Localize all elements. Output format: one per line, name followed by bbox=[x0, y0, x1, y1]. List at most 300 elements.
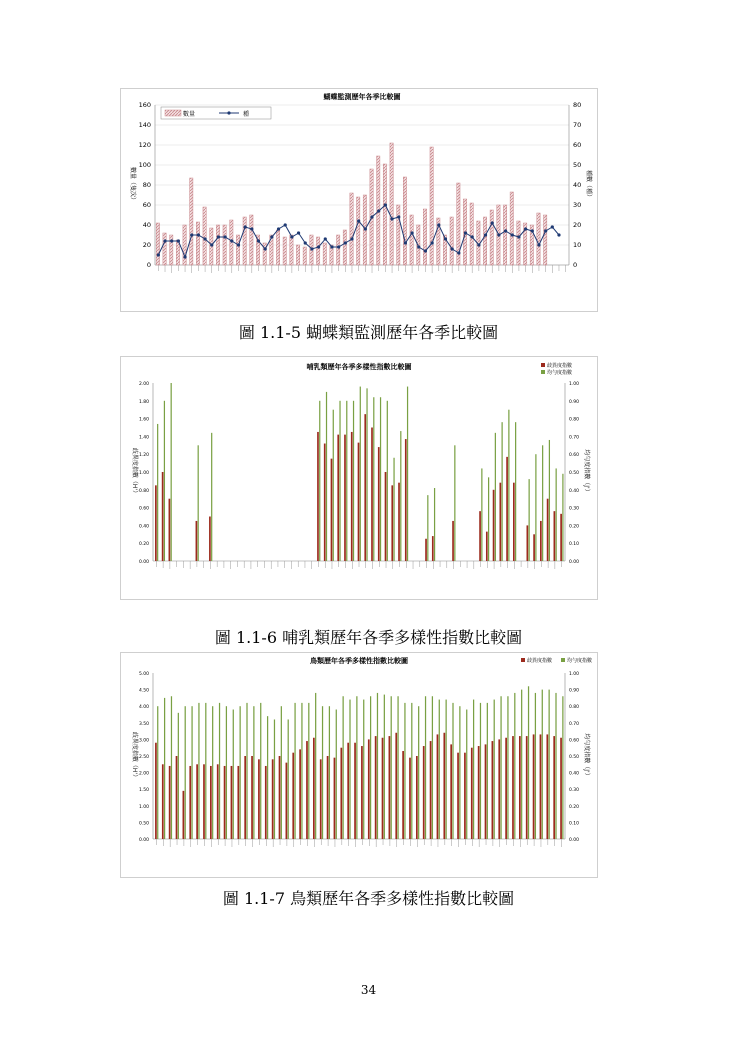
y-tick-label-right: 10 bbox=[573, 241, 582, 249]
bar-quantity bbox=[156, 223, 159, 265]
bar-evenness bbox=[185, 706, 186, 839]
bar-diversity bbox=[409, 758, 411, 839]
bar-diversity bbox=[425, 539, 427, 561]
legend-label-species: 種 bbox=[243, 111, 250, 118]
point-species bbox=[364, 227, 367, 230]
bar-evenness bbox=[542, 445, 543, 561]
y-tick-label-left: 3.00 bbox=[138, 738, 149, 744]
bar-evenness bbox=[346, 401, 347, 561]
bar-evenness bbox=[521, 690, 522, 839]
y-tick-label-right: 0.80 bbox=[569, 417, 580, 423]
y-tick-label-left: 2.00 bbox=[138, 382, 149, 387]
bar-diversity bbox=[327, 756, 329, 839]
bar-evenness bbox=[339, 401, 340, 561]
bar-evenness bbox=[212, 706, 213, 839]
point-species bbox=[203, 237, 206, 240]
bar-diversity bbox=[237, 766, 239, 839]
point-species bbox=[190, 233, 193, 236]
point-species bbox=[417, 245, 420, 248]
point-species bbox=[370, 215, 373, 218]
y-tick-label-left: 3.50 bbox=[138, 721, 149, 727]
bar-diversity bbox=[519, 736, 521, 839]
bar-diversity bbox=[540, 521, 542, 561]
bar-evenness bbox=[219, 703, 220, 839]
y-tick-label-left: 40 bbox=[142, 221, 151, 229]
y-tick-label-right: 0.00 bbox=[569, 838, 580, 843]
bar-diversity bbox=[155, 485, 157, 561]
y-tick-label-left: 4.50 bbox=[138, 688, 149, 694]
y-tick-label-right: 0 bbox=[573, 261, 578, 269]
bar-quantity bbox=[357, 197, 360, 265]
bar-quantity bbox=[183, 225, 186, 265]
point-species bbox=[317, 245, 320, 248]
point-species bbox=[544, 229, 547, 232]
bar-quantity bbox=[196, 222, 199, 265]
bar-quantity bbox=[430, 147, 433, 265]
bar-evenness bbox=[253, 706, 254, 839]
y-tick-label-left: 1.20 bbox=[138, 453, 149, 459]
bar-quantity bbox=[190, 178, 193, 265]
bar-quantity bbox=[290, 235, 293, 265]
bar-diversity bbox=[416, 756, 418, 839]
bar-evenness bbox=[480, 703, 481, 839]
point-species bbox=[517, 235, 520, 238]
bar-quantity bbox=[390, 143, 393, 265]
bar-evenness bbox=[356, 696, 357, 839]
y-tick-label-right: 60 bbox=[573, 141, 582, 149]
point-species bbox=[457, 251, 460, 254]
bar-evenness bbox=[343, 696, 344, 839]
bar-diversity bbox=[347, 743, 349, 839]
bar-evenness bbox=[542, 690, 543, 839]
bar-evenness bbox=[494, 700, 495, 839]
point-species bbox=[330, 245, 333, 248]
bar-evenness bbox=[439, 700, 440, 839]
bar-evenness bbox=[260, 703, 261, 839]
y-axis-label-left: 歧異度指數（H'） bbox=[131, 447, 138, 497]
bar-diversity bbox=[378, 447, 380, 561]
bar-diversity bbox=[210, 766, 212, 839]
point-species bbox=[257, 239, 260, 242]
point-species bbox=[324, 237, 327, 240]
bar-diversity bbox=[478, 746, 480, 839]
point-species bbox=[297, 231, 300, 234]
y-tick-label-right: 0.70 bbox=[569, 435, 580, 441]
bar-diversity bbox=[546, 734, 548, 839]
bar-evenness bbox=[349, 700, 350, 839]
bar-diversity bbox=[450, 744, 452, 839]
legend-swatch-diversity bbox=[521, 658, 525, 662]
bar-diversity bbox=[324, 444, 326, 561]
bar-evenness bbox=[473, 700, 474, 839]
point-species bbox=[437, 223, 440, 226]
point-species bbox=[284, 223, 287, 226]
bar-evenness bbox=[387, 401, 388, 561]
bar-diversity bbox=[279, 756, 281, 839]
bar-quantity bbox=[203, 207, 206, 265]
bar-diversity bbox=[560, 514, 562, 561]
bar-evenness bbox=[407, 387, 408, 561]
bar-quantity bbox=[470, 203, 473, 265]
bar-diversity bbox=[375, 736, 377, 839]
point-species bbox=[531, 229, 534, 232]
point-species bbox=[163, 239, 166, 242]
bar-diversity bbox=[244, 756, 246, 839]
point-species bbox=[170, 239, 173, 242]
bar-quantity bbox=[423, 209, 426, 265]
bar-evenness bbox=[397, 696, 398, 839]
bar-quantity bbox=[383, 164, 386, 265]
bar-diversity bbox=[364, 414, 366, 561]
y-tick-label-left: 1.00 bbox=[138, 804, 149, 810]
point-species bbox=[524, 227, 527, 230]
bar-evenness bbox=[514, 693, 515, 839]
legend-label-quantity: 數量 bbox=[183, 111, 196, 118]
bar-diversity bbox=[231, 766, 233, 839]
bar-evenness bbox=[336, 710, 337, 839]
bar-evenness bbox=[171, 383, 172, 561]
bar-evenness bbox=[508, 410, 509, 561]
bar-evenness bbox=[353, 401, 354, 561]
bar-diversity bbox=[430, 741, 432, 839]
page-number: 34 bbox=[360, 983, 377, 997]
point-species bbox=[464, 231, 467, 234]
butterfly-chart bbox=[121, 89, 597, 311]
bar-diversity bbox=[317, 432, 319, 561]
y-axis-label-right: 種數（種） bbox=[585, 169, 592, 201]
chart-title: 鳥類歷年各季多樣性指數比較圖 bbox=[310, 657, 408, 665]
bar-evenness bbox=[454, 445, 455, 561]
bar-evenness bbox=[404, 703, 405, 839]
bar-evenness bbox=[549, 440, 550, 561]
bar-quantity bbox=[343, 230, 346, 265]
bar-evenness bbox=[326, 392, 327, 561]
point-species bbox=[384, 203, 387, 206]
point-species bbox=[471, 235, 474, 238]
bar-evenness bbox=[377, 693, 378, 839]
y-tick-label-right: 0.10 bbox=[569, 542, 580, 548]
bar-diversity bbox=[471, 748, 473, 839]
y-tick-label-right: 0.40 bbox=[569, 771, 580, 777]
butterfly-chart-frame bbox=[120, 88, 598, 312]
bar-quantity bbox=[296, 245, 299, 265]
bar-diversity bbox=[224, 766, 226, 839]
bar-diversity bbox=[251, 756, 253, 839]
bar-diversity bbox=[423, 746, 425, 839]
bar-diversity bbox=[368, 739, 370, 839]
point-species bbox=[410, 231, 413, 234]
y-tick-label-right: 0.40 bbox=[569, 488, 580, 494]
bar-diversity bbox=[358, 443, 360, 561]
bird-chart-frame bbox=[120, 652, 598, 878]
mammal-chart bbox=[121, 357, 597, 599]
bar-diversity bbox=[560, 738, 562, 839]
bar-diversity bbox=[457, 753, 459, 839]
bar-diversity bbox=[512, 736, 514, 839]
y-tick-label-left: 1.60 bbox=[138, 417, 149, 423]
y-tick-label-left: 2.50 bbox=[138, 755, 149, 760]
bar-quantity bbox=[243, 217, 246, 265]
bar-diversity bbox=[486, 532, 488, 561]
bar-evenness bbox=[515, 422, 516, 561]
bar-quantity bbox=[517, 221, 520, 265]
bar-quantity bbox=[303, 247, 306, 265]
bar-evenness bbox=[529, 479, 530, 561]
bar-diversity bbox=[391, 485, 393, 561]
bar-quantity bbox=[510, 192, 513, 265]
bar-diversity bbox=[196, 764, 198, 839]
bar-diversity bbox=[479, 511, 481, 561]
bar-quantity bbox=[316, 237, 319, 265]
y-tick-label-right: 0.10 bbox=[569, 821, 580, 827]
bar-diversity bbox=[371, 428, 373, 562]
bar-evenness bbox=[459, 706, 460, 839]
y-tick-label-right: 0.20 bbox=[569, 804, 580, 810]
point-species bbox=[244, 225, 247, 228]
y-tick-label-left: 0.50 bbox=[138, 821, 149, 827]
bar-evenness bbox=[502, 422, 503, 561]
bar-evenness bbox=[418, 706, 419, 839]
bar-evenness bbox=[366, 388, 367, 561]
bar-quantity bbox=[323, 243, 326, 265]
bar-evenness bbox=[384, 695, 385, 839]
bar-quantity bbox=[403, 177, 406, 265]
y-tick-label-left: 0.20 bbox=[138, 542, 149, 548]
bar-diversity bbox=[292, 753, 294, 839]
bar-evenness bbox=[267, 716, 268, 839]
bar-evenness bbox=[164, 401, 165, 561]
bar-evenness bbox=[393, 458, 394, 561]
y-tick-label-left: 0.00 bbox=[138, 838, 149, 843]
bar-diversity bbox=[395, 733, 397, 839]
point-species bbox=[270, 235, 273, 238]
bar-quantity bbox=[276, 230, 279, 265]
point-species bbox=[224, 235, 227, 238]
bar-evenness bbox=[294, 703, 295, 839]
point-species bbox=[177, 239, 180, 242]
y-tick-label-right: 20 bbox=[573, 221, 582, 229]
bar-diversity bbox=[464, 753, 466, 839]
legend-swatch-evenness bbox=[541, 370, 545, 374]
bar-diversity bbox=[547, 499, 549, 561]
y-axis-label-left: 數量（隻次） bbox=[129, 166, 136, 204]
bar-diversity bbox=[258, 759, 260, 839]
bar-diversity bbox=[361, 746, 363, 839]
bar-diversity bbox=[485, 744, 487, 839]
bar-quantity bbox=[483, 217, 486, 265]
y-tick-label-right: 0.80 bbox=[569, 705, 580, 711]
caption-butterfly: 圖 1.1-5 蝴蝶類監測歷年各季比較圖 bbox=[238, 323, 499, 342]
bar-diversity bbox=[498, 739, 500, 839]
point-species bbox=[230, 239, 233, 242]
bar-evenness bbox=[315, 693, 316, 839]
point-species bbox=[237, 243, 240, 246]
y-tick-label-right: 0.90 bbox=[569, 688, 580, 694]
bar-diversity bbox=[402, 751, 404, 839]
y-tick-label-right: 0.90 bbox=[569, 399, 580, 405]
bar-diversity bbox=[196, 521, 198, 561]
bar-evenness bbox=[432, 696, 433, 839]
bar-diversity bbox=[443, 733, 445, 839]
y-tick-label-left: 0.00 bbox=[138, 560, 149, 565]
bar-evenness bbox=[240, 706, 241, 839]
bar-evenness bbox=[288, 719, 289, 839]
bar-evenness bbox=[500, 696, 501, 839]
y-tick-label-right: 1.00 bbox=[569, 672, 580, 677]
legend-label-diversity: 歧異度指數 bbox=[547, 363, 573, 369]
bar-evenness bbox=[507, 696, 508, 839]
bar-diversity bbox=[506, 457, 508, 561]
bar-diversity bbox=[169, 766, 171, 839]
bar-diversity bbox=[217, 764, 219, 839]
bar-evenness bbox=[308, 703, 309, 839]
y-axis-label-left: 歧異度指數（H'） bbox=[131, 731, 138, 781]
bar-diversity bbox=[162, 764, 164, 839]
y-tick-label-right: 40 bbox=[573, 181, 582, 189]
bar-diversity bbox=[526, 736, 528, 839]
point-species bbox=[290, 235, 293, 238]
point-species bbox=[557, 233, 560, 236]
bar-evenness bbox=[319, 401, 320, 561]
bar-diversity bbox=[452, 521, 454, 561]
bar-evenness bbox=[233, 710, 234, 839]
y-tick-label-left: 140 bbox=[138, 121, 151, 129]
chart-title: 蝴蝶監測歷年各季比較圖 bbox=[323, 93, 401, 101]
mammal-chart-frame bbox=[120, 356, 598, 600]
point-species bbox=[491, 221, 494, 224]
bar-quantity bbox=[216, 225, 219, 265]
bar-diversity bbox=[272, 759, 274, 839]
bar-evenness bbox=[562, 474, 563, 561]
bar-diversity bbox=[389, 736, 391, 839]
bar-quantity bbox=[163, 233, 166, 265]
bar-diversity bbox=[313, 738, 315, 839]
bar-evenness bbox=[329, 706, 330, 839]
bar-diversity bbox=[340, 748, 342, 839]
bar-evenness bbox=[535, 693, 536, 839]
bar-diversity bbox=[437, 734, 439, 839]
bar-evenness bbox=[391, 696, 392, 839]
legend-swatch-bar bbox=[165, 110, 181, 116]
y-tick-label-right: 0.20 bbox=[569, 524, 580, 530]
point-species bbox=[337, 245, 340, 248]
bar-evenness bbox=[246, 703, 247, 839]
point-species bbox=[310, 247, 313, 250]
bar-evenness bbox=[400, 431, 401, 561]
bar-quantity bbox=[503, 205, 506, 265]
y-tick-label-left: 1.00 bbox=[138, 471, 149, 476]
y-tick-label-left: 0.40 bbox=[138, 524, 149, 530]
legend-label-diversity: 歧異度指數 bbox=[527, 658, 553, 664]
bird-chart bbox=[121, 653, 597, 877]
legend-swatch-evenness bbox=[561, 658, 565, 662]
bar-evenness bbox=[487, 703, 488, 839]
legend-label-evenness: 均勻度指數 bbox=[567, 658, 593, 664]
bar-evenness bbox=[556, 468, 557, 561]
point-species bbox=[537, 243, 540, 246]
point-species bbox=[390, 217, 393, 220]
bar-evenness bbox=[333, 410, 334, 561]
bar-evenness bbox=[452, 703, 453, 839]
bar-diversity bbox=[382, 738, 384, 839]
bar-diversity bbox=[306, 741, 308, 839]
bar-evenness bbox=[488, 477, 489, 561]
bar-quantity bbox=[397, 205, 400, 265]
point-species bbox=[277, 227, 280, 230]
bar-evenness bbox=[549, 690, 550, 839]
y-tick-label-left: 0.80 bbox=[138, 488, 149, 494]
bar-evenness bbox=[411, 703, 412, 839]
legend-label-evenness: 均勻度指數 bbox=[547, 370, 573, 376]
y-tick-label-right: 0.60 bbox=[569, 738, 580, 744]
y-tick-label-left: 20 bbox=[142, 241, 151, 249]
bar-evenness bbox=[205, 703, 206, 839]
bar-evenness bbox=[427, 495, 428, 561]
bar-diversity bbox=[169, 499, 171, 561]
y-tick-label-right: 0.00 bbox=[569, 560, 580, 565]
point-species bbox=[250, 227, 253, 230]
bar-diversity bbox=[554, 511, 556, 561]
point-species bbox=[397, 215, 400, 218]
bar-evenness bbox=[178, 713, 179, 839]
bar-evenness bbox=[211, 433, 212, 561]
point-species bbox=[357, 219, 360, 222]
point-species bbox=[444, 237, 447, 240]
caption-bird: 圖 1.1-7 鳥類歷年各季多樣性指數比較圖 bbox=[222, 889, 515, 908]
y-tick-label-right: 50 bbox=[573, 161, 582, 169]
point-species bbox=[504, 229, 507, 232]
bar-diversity bbox=[493, 490, 495, 561]
point-species bbox=[157, 253, 160, 256]
y-tick-label-left: 0.60 bbox=[138, 506, 149, 512]
y-tick-label-left: 1.50 bbox=[138, 788, 149, 794]
bar-evenness bbox=[157, 424, 158, 561]
point-species bbox=[477, 243, 480, 246]
legend-swatch-diversity bbox=[541, 363, 545, 367]
point-species bbox=[264, 247, 267, 250]
bar-quantity bbox=[283, 237, 286, 265]
y-tick-label-left: 1.80 bbox=[138, 399, 149, 405]
y-tick-label-right: 70 bbox=[573, 121, 582, 129]
point-species bbox=[431, 241, 434, 244]
bar-diversity bbox=[553, 736, 555, 839]
bar-evenness bbox=[446, 700, 447, 839]
bar-diversity bbox=[203, 764, 205, 839]
bar-evenness bbox=[164, 698, 165, 839]
point-species bbox=[497, 233, 500, 236]
y-tick-label-right: 0.50 bbox=[569, 755, 580, 760]
bar-evenness bbox=[425, 696, 426, 839]
bar-quantity bbox=[450, 217, 453, 265]
y-tick-label-left: 100 bbox=[138, 161, 151, 169]
y-tick-label-right: 0.60 bbox=[569, 453, 580, 459]
bar-evenness bbox=[466, 710, 467, 839]
bar-diversity bbox=[533, 734, 535, 839]
y-tick-label-left: 80 bbox=[142, 181, 151, 189]
bar-quantity bbox=[236, 235, 239, 265]
y-tick-label-right: 0.70 bbox=[569, 721, 580, 727]
point-species bbox=[451, 247, 454, 250]
chart-title: 哺乳類歷年各季多樣性指數比較圖 bbox=[306, 363, 412, 371]
bar-quantity bbox=[537, 213, 540, 265]
bar-quantity bbox=[410, 215, 413, 265]
bar-quantity bbox=[490, 210, 493, 265]
bar-evenness bbox=[562, 696, 563, 839]
bar-evenness bbox=[363, 700, 364, 839]
bar-diversity bbox=[320, 759, 322, 839]
bar-evenness bbox=[157, 706, 158, 839]
y-tick-label-left: 60 bbox=[142, 201, 151, 209]
